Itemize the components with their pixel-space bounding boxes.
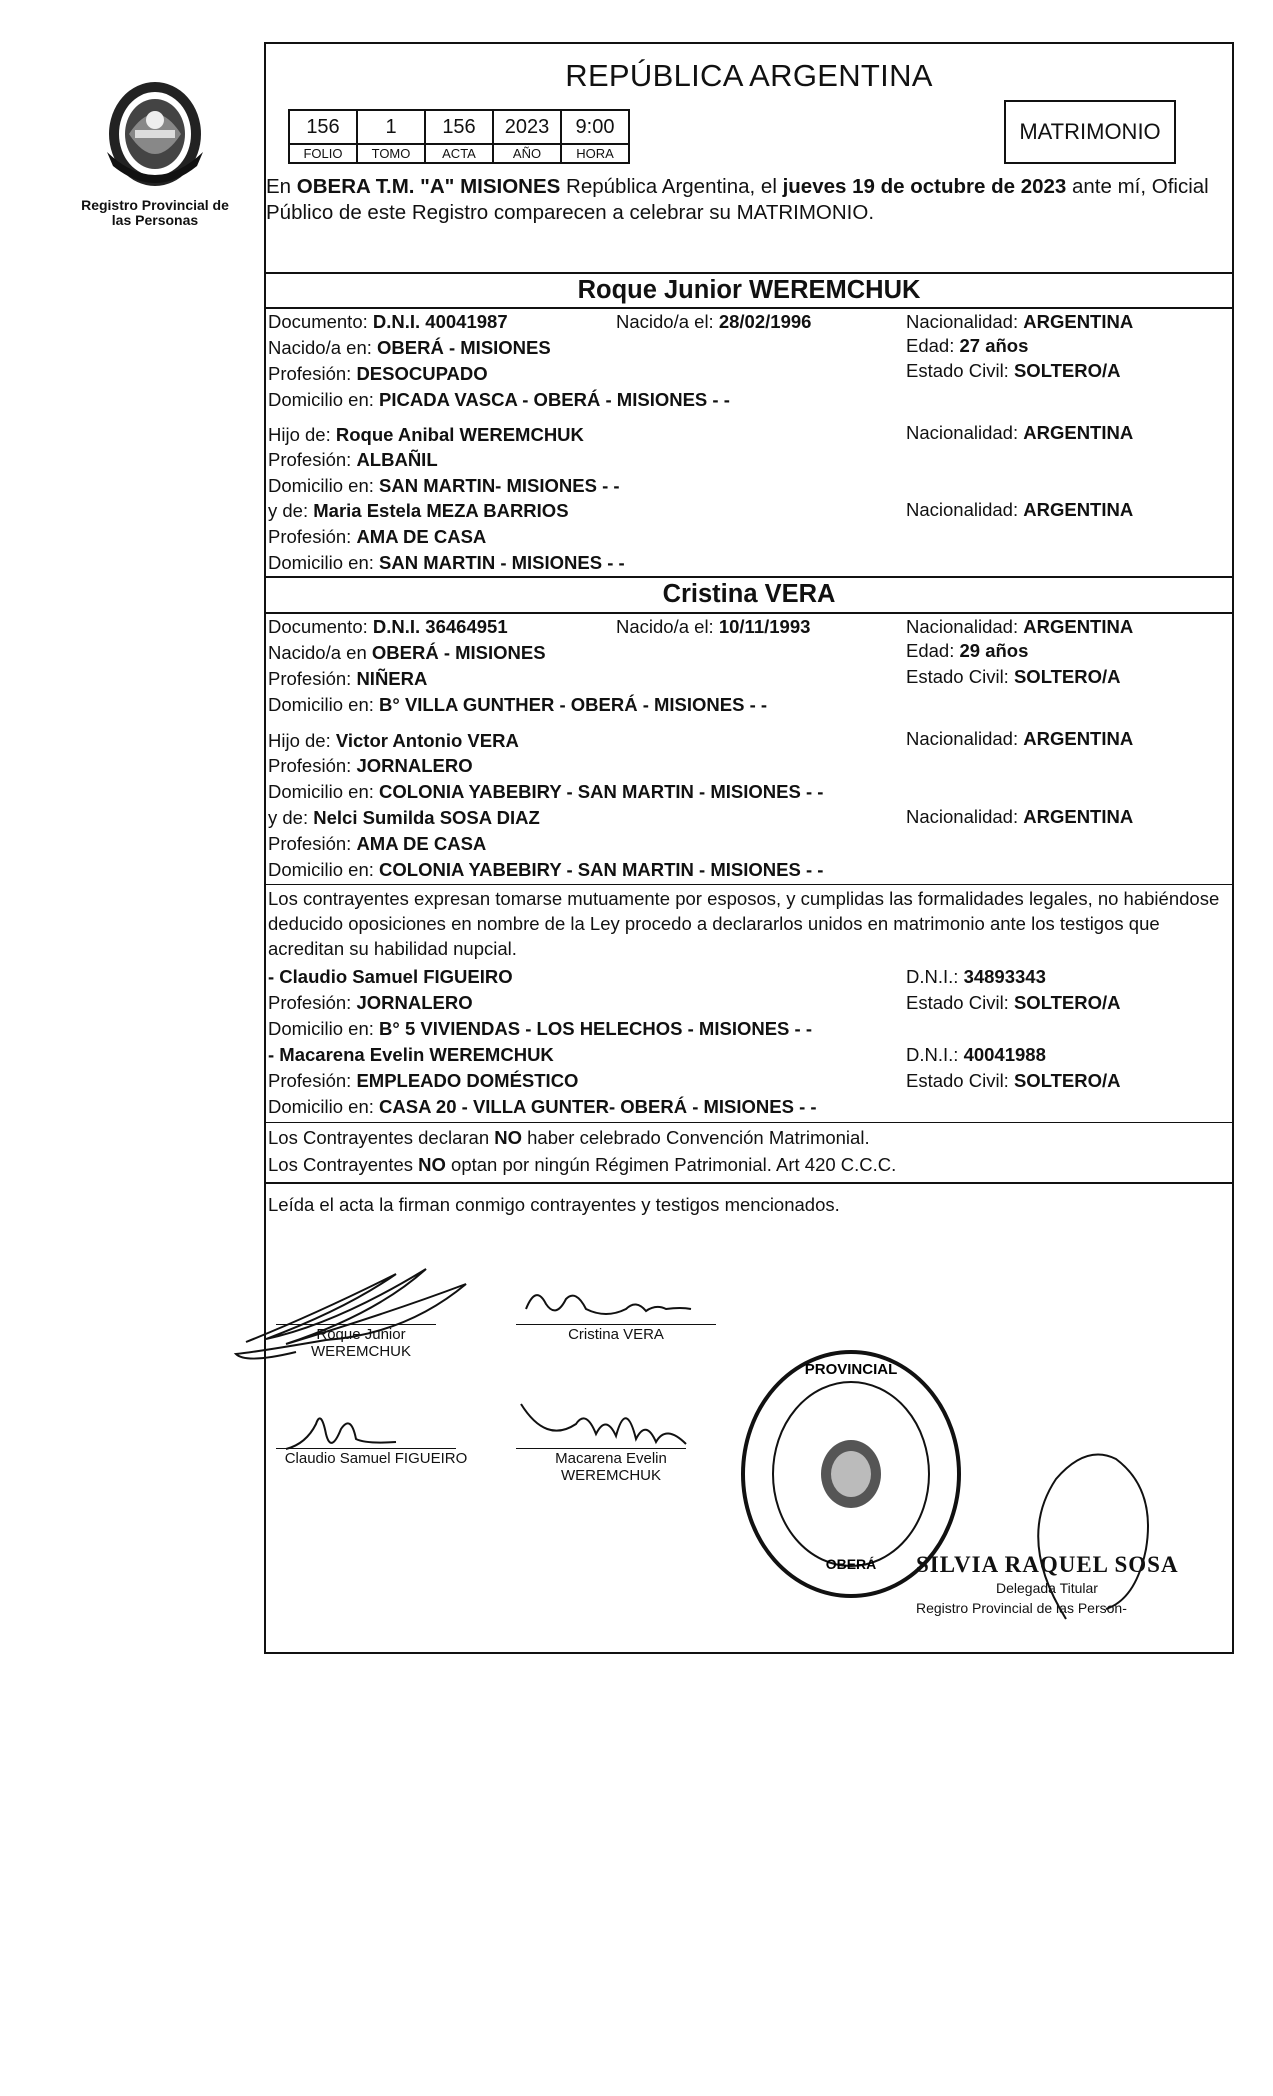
official-name: SILVIA RAQUEL SOSA [916, 1552, 1179, 1577]
signature-label-roque: Roque Junior WEREMCHUK [311, 1326, 411, 1360]
hour-value: 9:00 [561, 110, 629, 144]
divider [266, 307, 1232, 309]
witness1-name: - Claudio Samuel FIGUEIRO [268, 966, 513, 987]
spouse2-father: Hijo de: Victor Antonio VERA [268, 730, 519, 751]
spouse1-civil-status: Estado Civil: SOLTERO/A [906, 360, 1121, 381]
intro-paragraph: En OBERA T.M. "A" MISIONES República Argentina, el jueves 19 de octubre de 2023 ante mí, Oficial Público de este Registro comparecen a celebrar su MATRIMONIO. [266, 175, 1209, 224]
svg-text:OBERÁ: OBERÁ [825, 1556, 877, 1572]
witness1-dni: D.N.I.: 34893343 [906, 966, 1046, 987]
spouse1-nationality: Nacionalidad: ARGENTINA [906, 311, 1134, 332]
spouse2-document: Documento: D.N.I. 36464951 [268, 616, 508, 637]
spouse1-mother-address: Domicilio en: SAN MARTIN - MISIONES - - [268, 552, 625, 573]
document-title: REPÚBLICA ARGENTINA [565, 58, 933, 93]
acta-label: ACTA [425, 144, 493, 163]
spouse2-mother-nationality: Nacionalidad: ARGENTINA [906, 806, 1134, 827]
spouse1-mother-profession: Profesión: AMA DE CASA [268, 526, 487, 547]
witness2-name: - Macarena Evelin WEREMCHUK [268, 1044, 554, 1065]
witness2-civil-status: Estado Civil: SOLTERO/A [906, 1070, 1121, 1091]
note-convention: Los Contrayentes declaran NO haber celebrado Convención Matrimonial. [268, 1127, 870, 1148]
signature-label-claudio: Claudio Samuel FIGUEIRO [284, 1450, 468, 1467]
signature-line [516, 1448, 686, 1449]
tomo-label: TOMO [357, 144, 425, 163]
spouse2-profession: Profesión: NIÑERA [268, 668, 428, 689]
spouse2-mother-profession: Profesión: AMA DE CASA [268, 833, 487, 854]
svg-text:PROVINCIAL: PROVINCIAL [804, 1361, 898, 1378]
signature-label-macarena: Macarena Evelin WEREMCHUK [555, 1450, 667, 1484]
note-patrimonial-regime: Los Contrayentes NO optan por ningún Régimen Patrimonial. Art 420 C.C.C. [268, 1154, 897, 1175]
declaration-paragraph: Los contrayentes expresan tomarse mutuamente por esposos, y cumplidas las formalidades legales, no habiéndose deducido oposiciones en nombre de la Ley procedo a declararlos unidos en matrimonio ante los testigos que acreditan su habilidad nupcial. [268, 888, 1220, 959]
signature-line [276, 1448, 456, 1449]
record-number-table [288, 109, 630, 164]
signature-line [276, 1324, 436, 1325]
spouse2-father-nationality: Nacionalidad: ARGENTINA [906, 728, 1134, 749]
spouse1-name: Roque Junior WEREMCHUK [577, 276, 921, 304]
official-signature-block [916, 1552, 1179, 1616]
spouse2-father-profession: Profesión: JORNALERO [268, 755, 473, 776]
spouse2-nationality: Nacionalidad: ARGENTINA [906, 616, 1134, 637]
spouse2-address: Domicilio en: B° VILLA GUNTHER - OBERÁ - MISIONES - - [268, 694, 768, 715]
closing-text: Leída el acta la firman conmigo contrayentes y testigos mencionados. [268, 1194, 840, 1215]
province-seal-icon [99, 74, 211, 194]
year-value: 2023 [493, 110, 561, 144]
spouse1-father-profession: Profesión: ALBAÑIL [268, 449, 438, 470]
witness1-profession: Profesión: JORNALERO [268, 992, 473, 1013]
document-type-box: MATRIMONIO [1004, 100, 1176, 164]
witness1-address: Domicilio en: B° 5 VIVIENDAS - LOS HELECHOS - MISIONES - - [268, 1018, 812, 1039]
spouse1-mother-nationality: Nacionalidad: ARGENTINA [906, 499, 1134, 520]
spouse1-age: Edad: 27 años [906, 335, 1029, 356]
witness2-profession: Profesión: EMPLEADO DOMÉSTICO [268, 1070, 579, 1091]
spouse2-name: Cristina VERA [662, 580, 836, 608]
spouse1-birthdate: Nacido/a el: 28/02/1996 [616, 311, 812, 332]
folio-label: FOLIO [289, 144, 357, 163]
witness2-dni: D.N.I.: 40041988 [906, 1044, 1046, 1065]
official-office: Registro Provincial de las Person- [916, 1600, 1127, 1616]
registry-logo [80, 74, 230, 228]
folio-value: 156 [289, 110, 357, 144]
spouse2-father-address: Domicilio en: COLONIA YABEBIRY - SAN MARTIN - MISIONES - - [268, 781, 824, 802]
acta-value: 156 [425, 110, 493, 144]
spouse2-civil-status: Estado Civil: SOLTERO/A [906, 666, 1121, 687]
witness2-address: Domicilio en: CASA 20 - VILLA GUNTER- OBERÁ - MISIONES - - [268, 1096, 817, 1117]
spouse1-father-nationality: Nacionalidad: ARGENTINA [906, 422, 1134, 443]
spouse1-mother: y de: Maria Estela MEZA BARRIOS [268, 500, 569, 521]
spouse2-mother-address: Domicilio en: COLONIA YABEBIRY - SAN MARTIN - MISIONES - - [268, 859, 824, 880]
divider [266, 612, 1232, 614]
spouse1-birthplace: Nacido/a en: OBERÁ - MISIONES [268, 337, 551, 358]
divider [266, 1122, 1232, 1123]
spouse1-father: Hijo de: Roque Anibal WEREMCHUK [268, 424, 584, 445]
tomo-value: 1 [357, 110, 425, 144]
official-role: Delegada Titular [996, 1580, 1098, 1596]
spouse1-profession: Profesión: DESOCUPADO [268, 363, 488, 384]
signature-macarena-icon [516, 1394, 696, 1454]
spouse2-mother: y de: Nelci Sumilda SOSA DIAZ [268, 807, 540, 828]
spouse2-birthplace: Nacido/a en OBERÁ - MISIONES [268, 642, 546, 663]
signature-label-cristina: Cristina VERA [568, 1326, 664, 1343]
registry-logo-text: Registro Provincial de las Personas [81, 197, 229, 228]
hour-label: HORA [561, 144, 629, 163]
spouse1-address: Domicilio en: PICADA VASCA - OBERÁ - MISIONES - - [268, 389, 730, 410]
year-label: AÑO [493, 144, 561, 163]
divider [266, 1182, 1232, 1184]
divider [266, 272, 1232, 274]
spouse2-age: Edad: 29 años [906, 640, 1029, 661]
signature-line [516, 1324, 716, 1325]
divider [266, 884, 1232, 885]
divider [266, 576, 1232, 578]
spouse2-birthdate: Nacido/a el: 10/11/1993 [616, 616, 811, 637]
witness1-civil-status: Estado Civil: SOLTERO/A [906, 992, 1121, 1013]
signature-cristina-icon [516, 1279, 716, 1329]
spouse1-father-address: Domicilio en: SAN MARTIN- MISIONES - - [268, 475, 620, 496]
spouse1-document: Documento: D.N.I. 40041987 [268, 311, 508, 332]
certificate-frame [264, 42, 1234, 1654]
